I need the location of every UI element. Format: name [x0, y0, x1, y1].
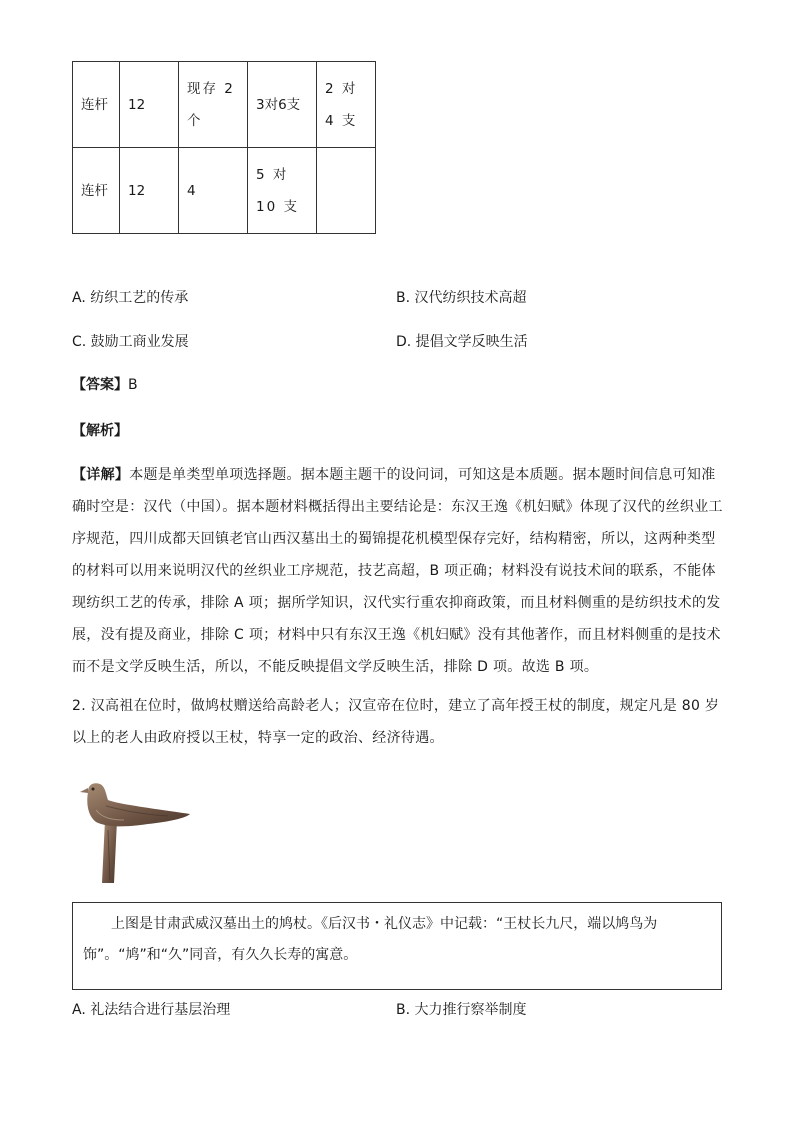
table-cell: 5 对 10 支 — [248, 148, 317, 234]
answer-value: B — [128, 377, 138, 393]
table-cell — [317, 148, 376, 234]
table-cell: 现存 2 个 — [179, 62, 248, 148]
table-cell: 连杆 — [73, 62, 120, 148]
quote-text: 上图是甘肃武威汉墓出土的鸠杖。《后汉书・礼仪志》中记载：“王杖长九尺，端以鸠鸟为饰”。“鸠”和“久”同音，有久久长寿的寓意。 — [83, 916, 658, 963]
dove-staff-image — [78, 770, 196, 884]
option-d[interactable]: D. 提倡文学反映生活 — [396, 334, 528, 350]
analysis-label: 【解析】 — [72, 423, 128, 439]
table-cell: 12 — [120, 62, 179, 148]
answer-label: 【答案】 — [72, 377, 128, 393]
table-row — [73, 62, 376, 148]
loom-parts-table — [72, 61, 376, 234]
option-b[interactable]: B. 大力推行察举制度 — [396, 1002, 527, 1018]
table-cell: 3对6支 — [248, 62, 317, 148]
table-cell: 2 对 4 支 — [317, 62, 376, 148]
question-2-stem: 2. 汉高祖在位时，做鸠杖赠送给高龄老人；汉宣帝在位时，建立了高年授王杖的制度，规定凡是 80 岁以上的老人由政府授以王杖，特享一定的政治、经济待遇。 — [72, 698, 720, 746]
answer-line — [72, 374, 138, 394]
option-c[interactable]: C. 鼓励工商业发展 — [72, 334, 189, 350]
detail-paragraph — [72, 459, 724, 683]
option-a[interactable]: A. 礼法结合进行基层治理 — [72, 1002, 231, 1018]
option-b[interactable]: B. 汉代纺织技术高超 — [396, 290, 527, 306]
quote-box — [72, 902, 722, 990]
detail-text: 本题是单类型单项选择题。据本题主题干的设问词，可知这是本质题。据本题时间信息可知准确时空是：汉代（中国）。据本题材料概括得出主要结论是：东汉王逸《机妇赋》体现了汉代的丝织业工序规范，四川成都天回镇老官山西汉墓出土的蜀锦提花机模型保存完好，结构精密，所以，这两种类型的材料可以用来说明汉代的丝织业工序规范，技艺高超，B 项正确；材料没有说技术间的联系，不能体现纺织工艺的传承，排除 A 项；据所学知识，汉代实行重农抑商政策，而且材料侧重的是纺织技术的发展，没有提及商业，排除 C 项；材料中只有东汉王逸《机妇赋》没有其他著作，而且材料侧重的是技术而不是文学反映生活，所以，不能反映提倡文学反映生活，排除 D 项。故选 B 项。 — [72, 467, 723, 675]
table-row — [73, 148, 376, 234]
table-cell: 12 — [120, 148, 179, 234]
table-cell: 连杆 — [73, 148, 120, 234]
option-a[interactable]: A. 纺织工艺的传承 — [72, 290, 189, 306]
table-cell: 4 — [179, 148, 248, 234]
detail-label: 【详解】 — [72, 467, 130, 483]
